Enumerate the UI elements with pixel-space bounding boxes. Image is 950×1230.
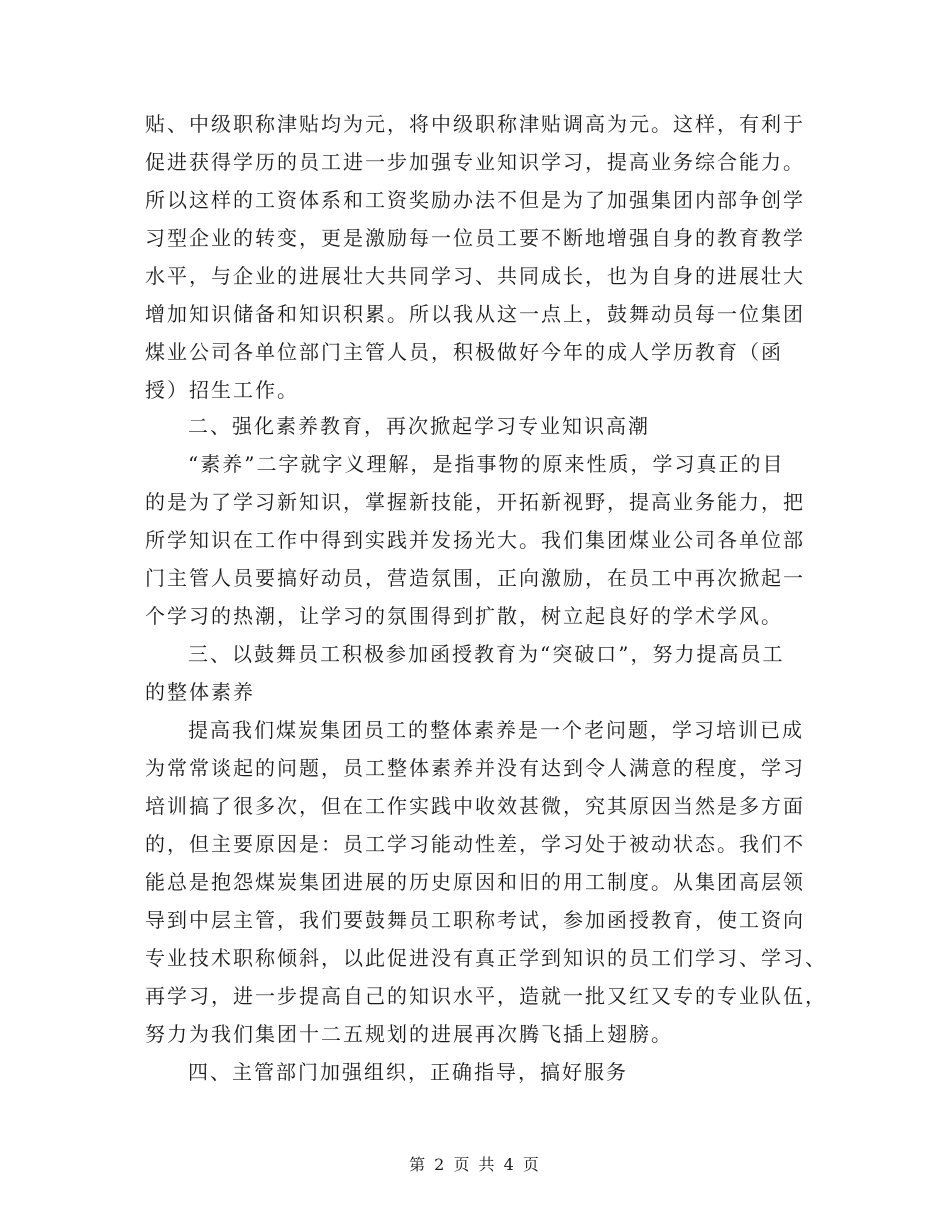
body-line: 煤业公司各单位部门主管人员，积极做好今年的成人学历教育（函: [145, 340, 783, 364]
body-line: 门主管人员要搞好动员，营造氛围，正向激励，在员工中再次掀起一: [145, 566, 805, 590]
paragraph-first-line: 提高我们煤炭集团员工的整体素养是一个老问题，学习培训已成: [188, 718, 804, 742]
section-heading: 二、强化素养教育，再次掀起学习专业知识高潮: [188, 414, 650, 438]
body-line: 为常常谈起的问题，员工整体素养并没有达到令人满意的程度，学习: [145, 756, 805, 780]
body-line: 努力为我们集团十二五规划的进展再次腾飞插上翅膀。: [145, 1022, 673, 1046]
paragraph-first-line: “素养”二字就字义理解，是指事物的原来性质，学习真正的目: [188, 452, 785, 476]
body-line: 促进获得学历的员工进一步加强专业知识学习，提高业务综合能力。: [145, 150, 805, 174]
body-line: 授）招生工作。: [145, 378, 299, 402]
body-line: 能总是抱怨煤炭集团进展的历史原因和旧的用工制度。从集团高层领: [145, 870, 805, 894]
body-line: 水平，与企业的进展壮大共同学习、共同成长，也为自身的进展壮大: [145, 264, 805, 288]
body-line: 的，但主要原因是：员工学习能动性差，学习处于被动状态。我们不: [145, 832, 805, 856]
section-heading: 三、以鼓舞员工积极参加函授教育为“突破口”，努力提高员工: [188, 642, 785, 666]
section-heading: 四、主管部门加强组织，正确指导，搞好服务: [188, 1060, 628, 1084]
page-number: 第 2 页 共 4 页: [409, 1155, 541, 1174]
body-line: 所以这样的工资体系和工资奖励办法不但是为了加强集团内部争创学: [145, 188, 805, 212]
body-line: 专业技术职称倾斜，以此促进没有真正学到知识的员工们学习、学习、: [145, 946, 827, 970]
body-line: 个学习的热潮，让学习的氛围得到扩散，树立起良好的学术学风。: [145, 604, 783, 628]
body-line: 培训搞了很多次，但在工作实践中收效甚微，究其原因当然是多方面: [145, 794, 805, 818]
section-heading-continued: 的整体素养: [145, 680, 255, 704]
body-line: 导到中层主管，我们要鼓舞员工职称考试，参加函授教育，使工资向: [145, 908, 805, 932]
body-line: 所学知识在工作中得到实践并发扬光大。我们集团煤业公司各单位部: [145, 528, 805, 552]
body-line: 的是为了学习新知识，掌握新技能，开拓新视野，提高业务能力，把: [145, 490, 805, 514]
body-line: 再学习，进一步提高自己的知识水平，造就一批又红又专的专业队伍，: [145, 984, 827, 1008]
body-line: 增加知识储备和知识积累。所以我从这一点上，鼓舞动员每一位集团: [145, 302, 805, 326]
body-line: 习型企业的转变，更是激励每一位员工要不断地增强自身的教育教学: [145, 226, 805, 250]
body-line: 贴、中级职称津贴均为元，将中级职称津贴调高为元。这样，有利于: [145, 112, 805, 136]
